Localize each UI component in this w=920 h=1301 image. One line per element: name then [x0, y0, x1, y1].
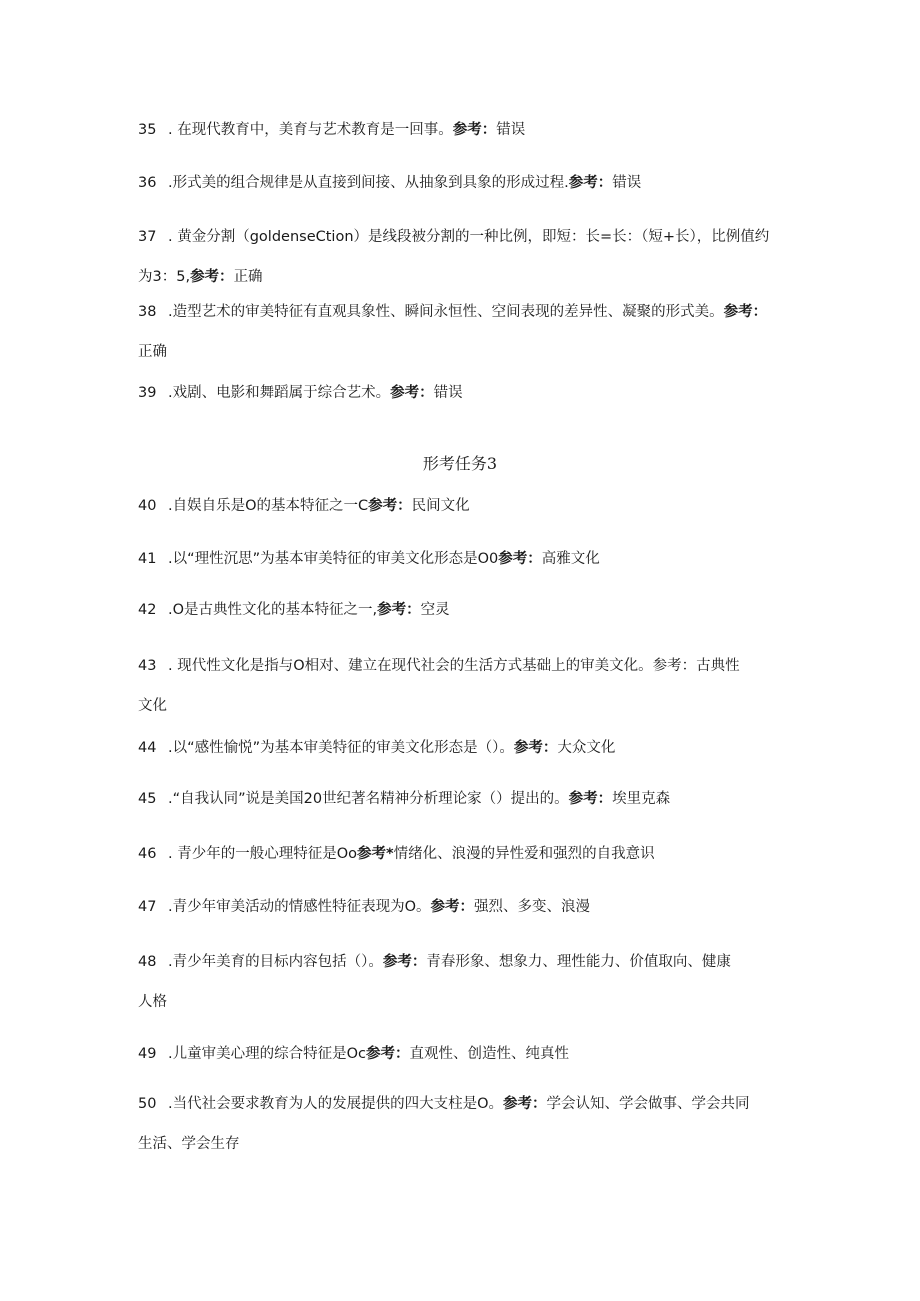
question-number: 35 — [138, 122, 157, 138]
question-number: 50 — [138, 1096, 157, 1112]
reference-label: 参考： — [452, 122, 497, 138]
question-text: . 现代性文化是指与O相对、建立在现代社会的生活方式基础上的审美文化。参考：古典性 — [168, 658, 740, 674]
reference-label: 参考： — [503, 1096, 547, 1112]
answer-text-continued: 人格 — [138, 994, 167, 1010]
question-text: .形式美的组合规律是从直接到间接、从抽象到具象的形成过程. — [168, 175, 569, 191]
answer-text: 正确 — [233, 269, 263, 285]
question-number: 43 — [138, 658, 157, 674]
answer-text: 埃里克森 — [612, 791, 671, 807]
question-number: 49 — [138, 1046, 157, 1062]
reference-label: 参考： — [568, 175, 613, 191]
question-41 — [138, 537, 788, 581]
question-37 — [138, 215, 788, 295]
question-number: 47 — [138, 899, 157, 915]
question-text: .青少年审美活动的情感性特征表现为O。 — [168, 899, 431, 915]
reference-label: 参考： — [723, 304, 768, 320]
question-text: .青少年美育的目标内容包括（）。 — [168, 954, 383, 970]
question-35 — [138, 108, 788, 152]
answer-text: 错误 — [496, 122, 526, 138]
answer-text: 青春形象、想象力、理性能力、价值取向、健康 — [426, 954, 731, 970]
question-text: . 黄金分割（goldenseCtion）是线段被分割的一种比例，即短：长=长：（短+长），比例值约 — [168, 229, 770, 245]
question-text: .“自我认同”说是美国20世纪著名精神分析理论家（）提出的。 — [168, 791, 569, 807]
question-43 — [138, 644, 788, 724]
answer-text: 文化 — [138, 698, 167, 714]
question-44 — [138, 726, 788, 770]
answer-text: 强烈、多变、浪漫 — [474, 899, 591, 915]
reference-label: 参考： — [513, 740, 558, 756]
question-text: .儿童审美心理的综合特征是Oc — [168, 1046, 366, 1062]
reference-label: 参考： — [368, 498, 412, 514]
question-number: 38 — [138, 304, 157, 320]
answer-text: 空灵 — [420, 602, 450, 618]
question-text: .以“感性愉悦”为基本审美特征的审美文化形态是（）。 — [168, 740, 514, 756]
section-title: 形考任务3 — [422, 454, 498, 473]
answer-text-continued: 生活、学会生存 — [138, 1136, 240, 1152]
question-number: 45 — [138, 791, 157, 807]
question-number: 40 — [138, 498, 157, 514]
question-text: .戏剧、电影和舞蹈属于综合艺术。 — [168, 385, 391, 401]
question-50 — [138, 1082, 788, 1162]
question-number: 36 — [138, 175, 157, 191]
question-text: . 在现代教育中，美育与艺术教育是一回事。 — [168, 122, 453, 138]
question-40 — [138, 484, 788, 528]
reference-label: 参考： — [377, 602, 421, 618]
question-number: 46 — [138, 846, 157, 862]
question-text: .以“理性沉思”为基本审美特征的审美文化形态是O0 — [168, 551, 499, 567]
reference-label: 参考： — [190, 269, 234, 285]
question-48 — [138, 940, 788, 1020]
answer-text: 错误 — [612, 175, 642, 191]
question-number: 44 — [138, 740, 157, 756]
question-number: 42 — [138, 602, 157, 618]
answer-text: 情绪化、浪漫的异性爱和强烈的自我意识 — [393, 846, 655, 862]
question-45 — [138, 777, 788, 821]
question-number: 37 — [138, 229, 157, 245]
question-number: 48 — [138, 954, 157, 970]
question-38 — [138, 290, 788, 370]
question-42 — [138, 588, 788, 632]
question-text: .造型艺术的审美特征有直观具象性、瞬间永恒性、空间表现的差异性、凝聚的形式美。 — [168, 304, 724, 320]
answer-text: 学会认知、学会做事、学会共同 — [546, 1096, 750, 1112]
answer-text: 高雅文化 — [541, 551, 600, 567]
question-47 — [138, 885, 788, 929]
answer-text: 大众文化 — [557, 740, 616, 756]
reference-label: 参考* — [357, 846, 394, 862]
question-text: .当代社会要求教育为人的发展提供的四大支柱是O。 — [168, 1096, 504, 1112]
answer-text: 正确 — [138, 344, 167, 360]
question-49 — [138, 1032, 788, 1076]
answer-text: 直观性、创造性、纯真性 — [409, 1046, 569, 1062]
reference-label: 参考： — [382, 954, 427, 970]
answer-text: 民间文化 — [411, 498, 470, 514]
question-text: .自娱自乐是O的基本特征之一C — [168, 498, 369, 514]
question-39 — [138, 371, 788, 415]
question-36 — [138, 161, 788, 205]
question-text: .O是古典性文化的基本特征之一, — [168, 602, 378, 618]
answer-text: 错误 — [433, 385, 463, 401]
question-number: 41 — [138, 551, 157, 567]
question-text: . 青少年的一般心理特征是Oo — [168, 846, 358, 862]
reference-label: 参考： — [390, 385, 434, 401]
question-number: 39 — [138, 385, 157, 401]
reference-label: 参考： — [498, 551, 542, 567]
question-46 — [138, 832, 788, 876]
reference-label: 参考： — [430, 899, 475, 915]
question-text-continued: 为3：5, — [138, 269, 191, 285]
reference-label: 参考： — [568, 791, 613, 807]
reference-label: 参考： — [366, 1046, 410, 1062]
